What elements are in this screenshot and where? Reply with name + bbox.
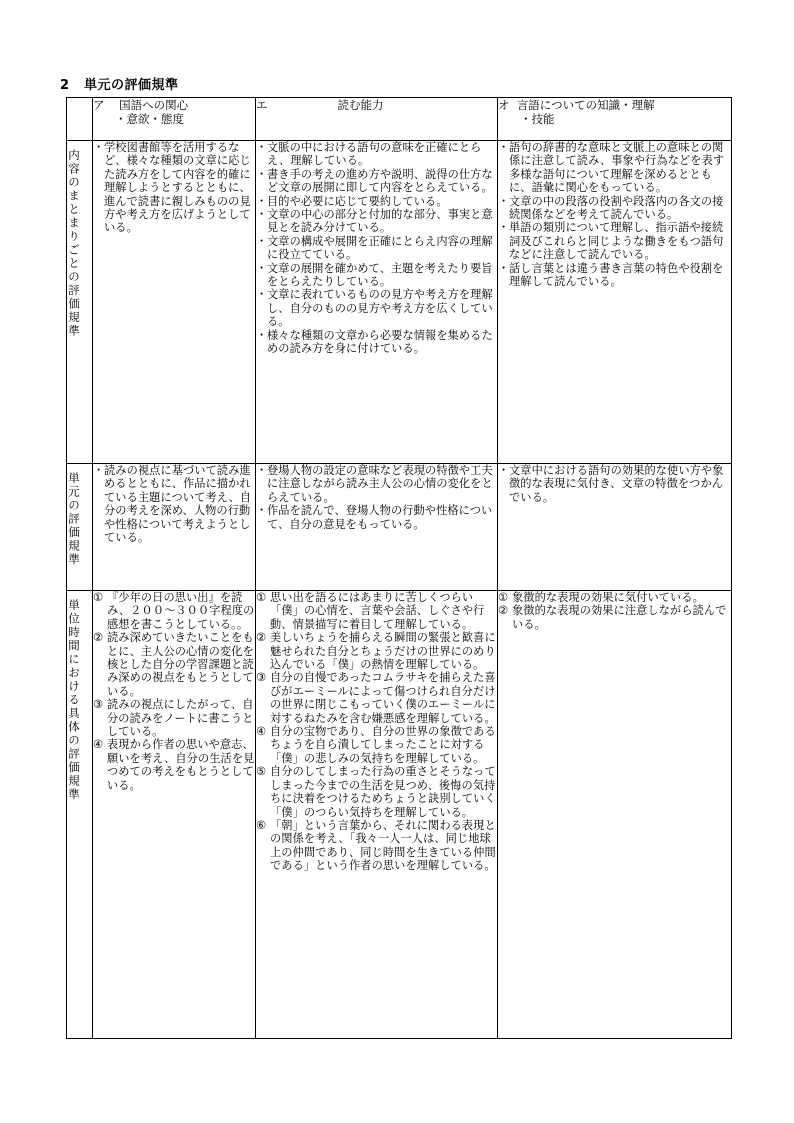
item-text: 文章の中心の部分と付加的な部分、事実と意見とを読み分けている。	[267, 208, 493, 235]
criteria-item	[93, 738, 255, 792]
item-text: 文章の中の段落の役割や段落内の各文の接続関係などを考えて読んでいる。	[509, 194, 724, 222]
item-marker: ③	[93, 698, 104, 712]
criteria-item	[256, 262, 497, 289]
evaluation-criteria-table	[66, 97, 732, 1039]
item-text: 文章の展開を確かめて、主題を考えたり要旨をとらえたりしている。	[267, 261, 493, 289]
item-marker: ・	[498, 464, 510, 477]
criteria-item	[256, 765, 497, 819]
item-text: 語句の辞書的な意味と文脈上の意味との関係に注意して読み、事象や行為などを表す多様な語句について理解を深めるとともに、語彙に関心をもっている。	[509, 141, 725, 195]
row-label-cell	[67, 591, 93, 1039]
criteria-item	[256, 725, 497, 765]
criteria-item	[256, 288, 497, 328]
table-row	[67, 591, 732, 1039]
item-text: 様々な種類の文章から必要な情報を集めるための読み方を身に付けている。	[267, 328, 493, 356]
item-marker: ・	[256, 464, 268, 477]
item-marker: ・	[498, 194, 510, 208]
item-text: 話し言葉とは違う書き言葉の特色や役割を理解して読んでいる。	[509, 261, 724, 289]
item-text: 「朝」という言葉から、それに関わる表現との関係を考え、「我々一人一人は、同じ地球上の仲間であり、同じ時間を生きている仲間である」という作者の思いを理解している。	[270, 818, 496, 873]
row-label-cell	[67, 464, 93, 591]
criteria-item	[256, 141, 497, 168]
item-text: 読みの視点に基づいて読み進めるとともに、作品に描かれている主題について考え、自分の考えを深め、人物の行動や性格について考えようとしている。	[104, 464, 252, 545]
section-heading	[60, 74, 179, 93]
item-marker: ・	[498, 261, 510, 275]
criteria-cell	[93, 464, 256, 591]
criteria-item	[498, 604, 731, 631]
item-text: 思い出を語るにはあまりに苦しくつらい「僕」の心情を、言葉や会話、しぐさや行動、情景描写に着目して理解している。	[270, 591, 485, 631]
header-label-sub: ・意欲・態度	[115, 112, 184, 126]
header-corner-cell	[67, 98, 93, 141]
row-label: 内容のまとまりごとの評価規準	[67, 149, 81, 338]
item-text: 象徴的な表現の効果に注意しながら読んでいる。	[512, 604, 727, 631]
item-text: 象徴的な表現の効果に気付いている。	[512, 591, 704, 604]
section-title: 単元の評価規準	[84, 78, 179, 93]
item-text: 作品を読んで、登場人物の行動や性格について、自分の意見をもっている。	[267, 504, 493, 531]
criteria-item	[256, 168, 497, 195]
criteria-item	[498, 141, 731, 195]
item-marker: ・	[256, 288, 268, 302]
item-text: 『少年の日の思い出』を読み、２００～３００字程度の感想を書こうとしている。。	[107, 591, 255, 631]
criteria-item	[256, 235, 497, 262]
item-marker: ・	[93, 141, 105, 154]
header-language	[498, 98, 732, 141]
item-text: 文章に表れているものの見方や考え方を理解し、自分のものの見方や考え方を広くしている。	[267, 288, 493, 329]
item-text: 自分の自慢であったコムラサキを捕らえた喜びがエーミールによって傷つけられ自分だけの世界に閉じこもっていく僕のエーミールに対するねたみを含む嫌悪感を理解している。	[270, 671, 496, 725]
item-marker: ④	[256, 725, 267, 739]
header-mark: オ	[498, 98, 510, 112]
criteria-item	[256, 819, 497, 873]
item-text: 読み深めていきたいことをもとに、主人公の心情の変化を核とした自分の学習課題と読み深めの視点をもとうとしている。	[107, 631, 254, 698]
item-marker: ①	[256, 591, 267, 604]
header-label: 読む能力	[337, 98, 384, 112]
criteria-item	[256, 631, 497, 671]
criteria-item	[256, 329, 497, 356]
criteria-item	[256, 504, 497, 531]
criteria-item	[256, 195, 497, 208]
criteria-cell	[256, 141, 498, 464]
item-text: 自分のしてしまった行為の重さとそうなってしまった今までの生活を見つめ、後悔の気持ちに決着をつけるためちょうと訣別していく「僕」のつらい気持ちを理解している。	[270, 765, 496, 819]
item-marker: ・	[256, 208, 268, 222]
item-text: 目的や必要に応じて要約している。	[267, 194, 448, 208]
item-marker: ・	[256, 194, 268, 208]
item-text: 読みの視点にしたがって、自分の読みをノートに書こうとしている。	[107, 698, 254, 739]
criteria-item	[498, 221, 731, 261]
criteria-item	[93, 631, 255, 698]
header-reading	[256, 98, 498, 141]
item-marker: ・	[93, 464, 105, 477]
item-text: 学校図書館等を活用するなど、様々な種類の文章に応じた読み方をして内容を的確に理解しようとするとともに、進んで読書に親しみものの見方や考え方を広げようとしている。	[104, 141, 251, 235]
item-marker: ・	[256, 141, 268, 154]
item-text: 自分の宝物であり、自分の世界の象徴であるちょうを自ら潰してしまったことに対する「僕」の悲しみの気持ちを理解している。	[270, 725, 496, 765]
criteria-item	[498, 464, 731, 504]
item-marker: ⑥	[256, 818, 267, 832]
row-label: 単位時間における具体の評価規準	[67, 599, 81, 802]
criteria-item	[93, 698, 255, 738]
item-marker: ①	[498, 591, 509, 604]
header-mark: ア	[93, 98, 105, 112]
item-marker: ②	[498, 604, 509, 618]
item-marker: ①	[93, 591, 104, 604]
item-marker: ・	[498, 141, 510, 154]
criteria-item	[256, 671, 497, 725]
item-text: 文脈の中における語句の意味を正確にとらえ、理解している。	[267, 141, 482, 168]
criteria-item	[498, 195, 731, 222]
criteria-item	[93, 141, 255, 235]
item-text: 美しいちょうを捕らえる瞬間の緊張と歓喜に魅せられた自分とちょうだけの世界にのめり込んでいる「僕」の熱情を理解している。	[270, 631, 496, 672]
header-mark: エ	[256, 98, 268, 112]
item-marker: ・	[256, 328, 268, 342]
item-marker: ④	[93, 738, 104, 752]
criteria-item	[93, 591, 255, 631]
item-text: 書き手の考えの進め方や説明、説得の仕方など文章の展開に即して内容をとらえている。	[267, 167, 493, 195]
item-text: 文章中における語句の効果的な使い方や象徴的な表現に気付き、文章の特徴をつかんでいる。	[509, 464, 724, 504]
item-marker: ・	[256, 261, 268, 275]
item-marker: ③	[256, 671, 267, 685]
row-label-cell	[67, 141, 93, 464]
criteria-item	[256, 208, 497, 235]
section-number: 2	[60, 78, 70, 93]
item-marker: ⑤	[256, 765, 267, 779]
header-interest	[93, 98, 256, 141]
item-marker: ・	[256, 234, 268, 248]
criteria-cell	[256, 591, 498, 1039]
criteria-cell	[498, 141, 732, 464]
item-text: 文章の構成や展開を正確にとらえ内容の理解に役立てている。	[267, 234, 493, 262]
criteria-item	[498, 591, 731, 604]
item-text: 表現から作者の思いや意志、願いを考え、自分の生活を見つめての考えをもとうとしている。	[107, 738, 255, 792]
criteria-item	[498, 262, 731, 289]
criteria-cell	[498, 591, 732, 1039]
item-text: 登場人物の設定の意味など表現の特徴や工夫に注意しながら読み主人公の心情の変化をとらえている。	[267, 464, 493, 504]
criteria-item	[93, 464, 255, 544]
item-text: 単語の類別について理解し、指示語や接続詞及びこれらと同じような働きをもつ語句などに注意して読んでいる。	[509, 221, 724, 262]
header-label-sub: ・技能	[520, 112, 555, 126]
item-marker: ・	[256, 504, 268, 518]
item-marker: ・	[498, 221, 510, 235]
criteria-cell	[256, 464, 498, 591]
criteria-cell	[498, 464, 732, 591]
table-row	[67, 464, 732, 591]
criteria-item	[256, 464, 497, 504]
row-label: 単元の評価規準	[67, 472, 81, 567]
item-marker: ・	[256, 167, 268, 181]
item-marker: ②	[256, 631, 267, 645]
table-header-row	[67, 98, 732, 141]
item-marker: ②	[93, 631, 104, 645]
criteria-item	[256, 591, 497, 631]
criteria-cell	[93, 141, 256, 464]
header-label: 国語への関心	[119, 98, 189, 112]
table-row	[67, 141, 732, 464]
criteria-cell	[93, 591, 256, 1039]
header-label: 言語についての知識・理解	[516, 98, 655, 112]
